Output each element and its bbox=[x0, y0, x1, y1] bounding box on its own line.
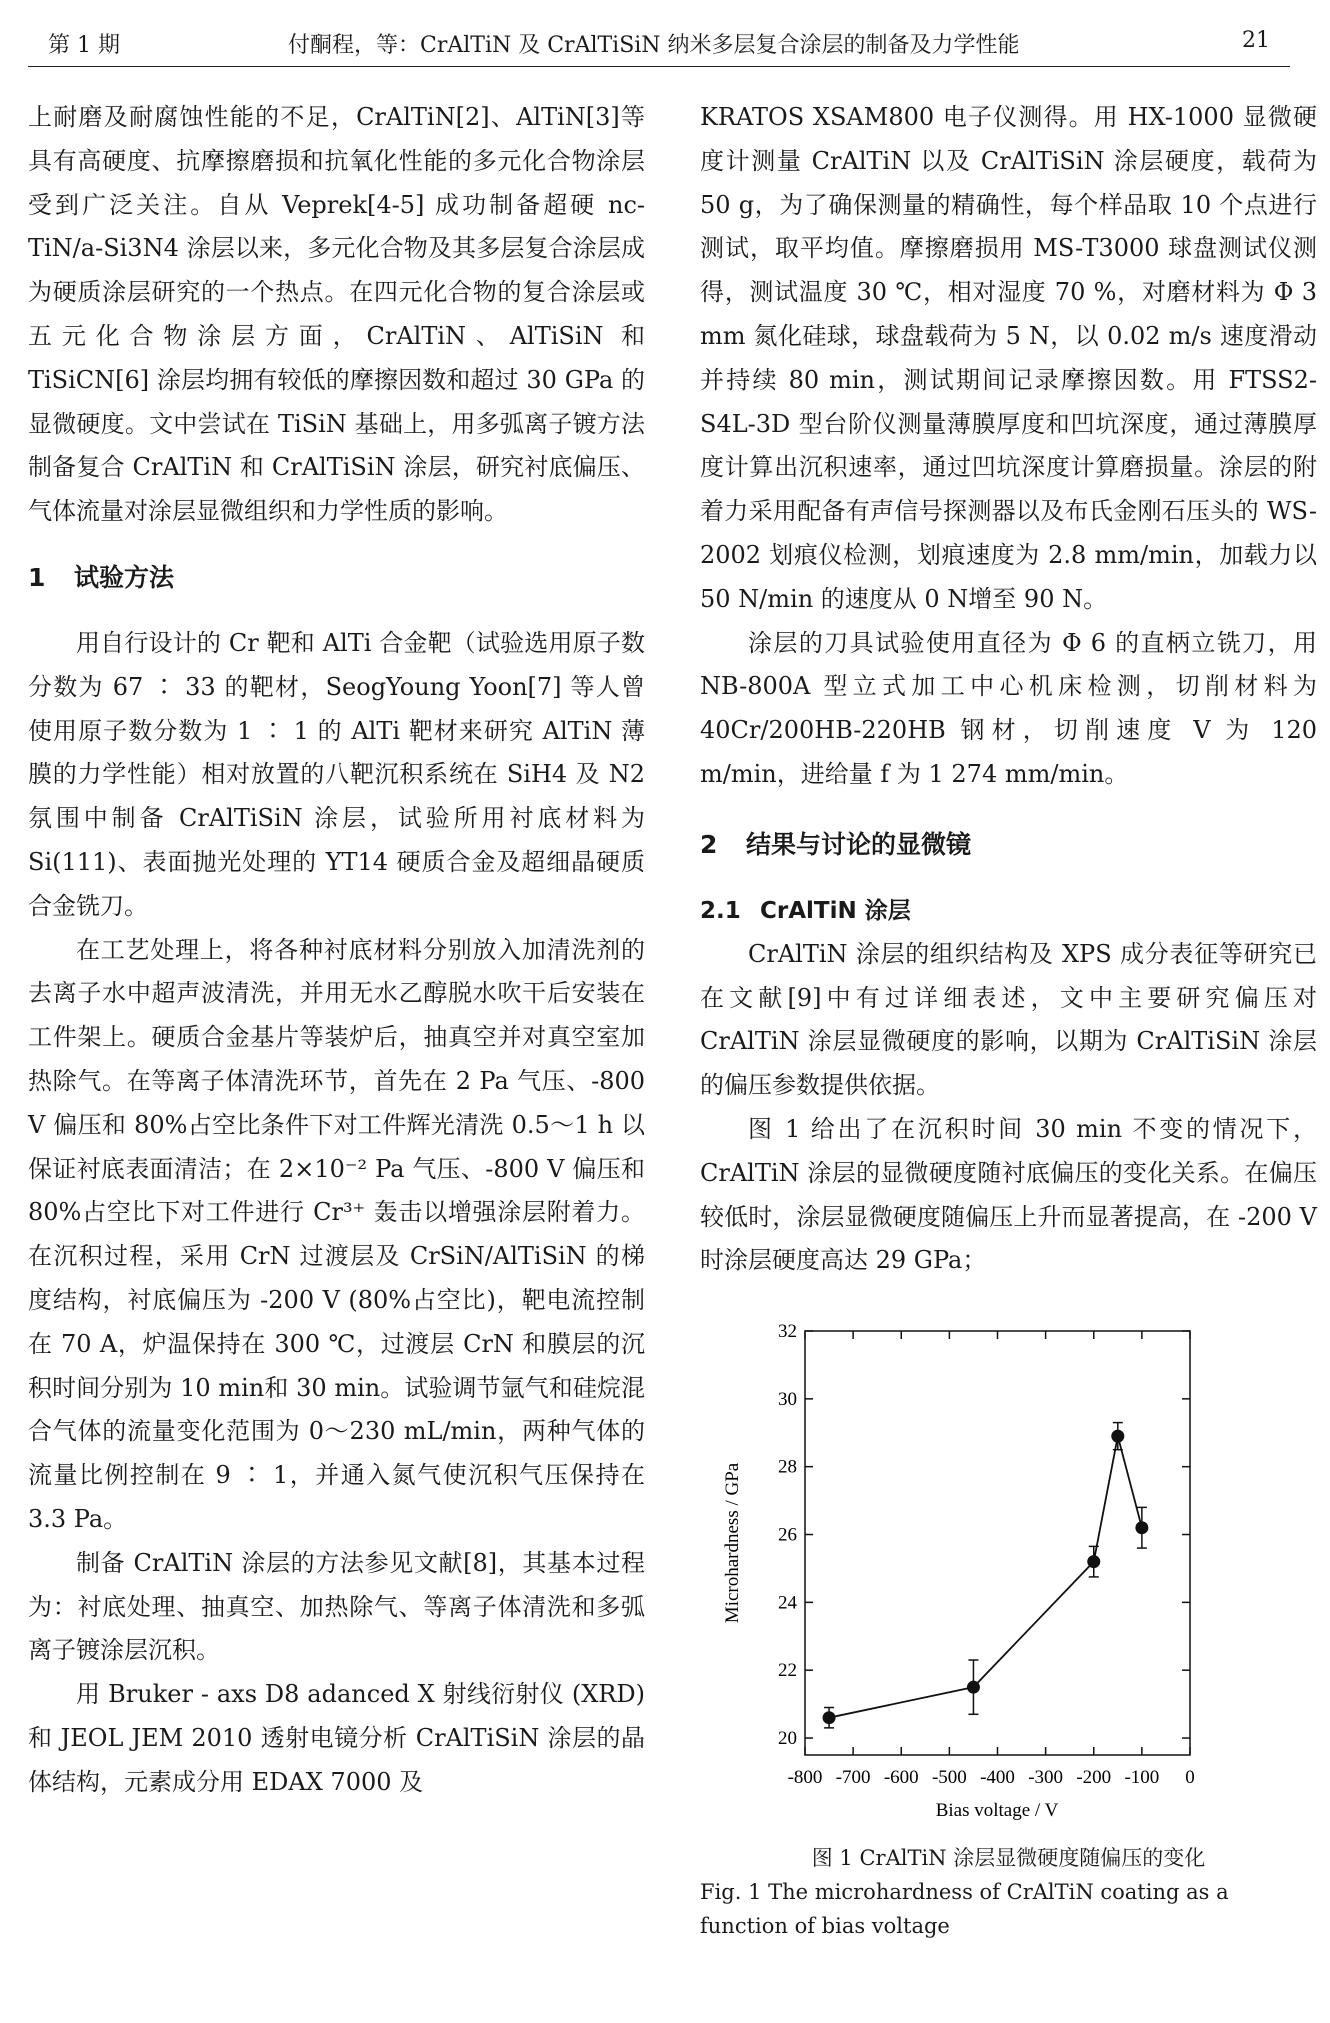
figure-1 bbox=[700, 1311, 1317, 1831]
running-title: 付酮程，等：CrAlTiN 及 CrAlTiSiN 纳米多层复合涂层的制备及力学性能 bbox=[288, 33, 1020, 58]
right-column bbox=[700, 96, 1317, 1943]
x-tick-label: -500 bbox=[931, 1767, 967, 1789]
method-paragraph-4: 用 Bruker - axs D8 adanced X 射线衍射仪 (XRD) 和 JEOL JEM 2010 透射电镜分析 CrAlTiSiN 涂层的晶体结构，元素成分用 EDAX 7000 及 bbox=[28, 1680, 645, 1796]
x-tick-label: -400 bbox=[980, 1767, 1015, 1789]
x-tick-label: -600 bbox=[883, 1767, 919, 1789]
x-tick-label: -800 bbox=[787, 1767, 823, 1789]
issue-label: 第 1 期 bbox=[48, 33, 120, 58]
x-tick-label: 0 bbox=[1185, 1767, 1195, 1789]
figure-caption-en: Fig. 1 The microhardness of CrAlTiN coating as a function of bias voltage bbox=[700, 1880, 1229, 1939]
data-point bbox=[1135, 1521, 1148, 1534]
x-tick-label: -100 bbox=[1124, 1767, 1160, 1789]
continued-paragraph: KRATOS XSAM800 电子仪测得。用 HX-1000 显微硬度计测量 CrAlTiN 以及 CrAlTiSiN 涂层硬度，载荷为 50 g，为了确保测量的精确性，每个样品取 10 个点进行测试，取平均值。摩擦磨损用 MS-T3000 球盘测试仪测得，测试温度 30 ℃，相对湿度 70 %，对磨材料为 Φ 3 mm 氮化硅球，球盘载荷为 5 N，以 0.02 m/s 速度滑动并持续 80 min，测试期间记录摩擦因数。用 FTSS2-S4L-3D 型台阶仪测量薄膜厚度和凹坑深度，通过薄膜厚度计算出沉积速率，通过凹坑深度计算磨损量。涂层的附着力采用配备有声信号探测器以及布氏金刚石压头的 WS-2002 划痕仪检测，划痕速度为 2.8 mm/min，加载力以 50 N/min 的速度从 0 N增至 90 N。 bbox=[700, 103, 1317, 613]
method-paragraph-1: 用自行设计的 Cr 靶和 AlTi 合金靶（试验选用原子数分数为 67 ∶ 33 的靶材，SeogYoung Yoon[7] 等人曾使用原子数分数为 1 ∶ 1 的 AlTi 靶材来研究 AlTiN 薄膜的力学性能）相对放置的八靶沉积系统在 SiH4 及 N2 氛围中制备 CrAlTiSiN 涂层，试验所用衬底材料为 Si(111)、表面抛光处理的 YT14 硬质合金及超细晶硬质合金铣刀。 bbox=[28, 628, 645, 920]
left-column bbox=[28, 96, 645, 1804]
result-paragraph-1: CrAlTiN 涂层的组织结构及 XPS 成分表征等研究已在文献[9]中有过详细表述，文中主要研究偏压对 CrAlTiN 涂层显微硬度的影响，以期为 CrAlTiSiN 涂层的偏压参数提供依据。 bbox=[700, 939, 1317, 1100]
section-number: 1 bbox=[28, 562, 46, 592]
data-point bbox=[823, 1711, 836, 1724]
data-point bbox=[1111, 1430, 1124, 1443]
method-paragraph-2: 在工艺处理上，将各种衬底材料分别放入加清洗剂的去离子水中超声波清洗，并用无水乙醇脱水吹干后安装在工件架上。硬质合金基片等装炉后，抽真空并对真空室加热除气。在等离子体清洗环节，首先在 2 Pa 气压、-800 V 偏压和 80%占空比条件下对工件辉光清洗 0.5～1 h 以保证衬底表面清洁；在 2×10⁻² Pa 气压、-800 V 偏压和 80%占空比下对工件进行 Cr³⁺ 轰击以增强涂层附着力。在沉积过程，采用 CrN 过渡层及 CrSiN/AlTiSiN 的梯度结构，衬底偏压为 -200 V (80%占空比)，靶电流控制在 70 A，炉温保持在 300 ℃，过渡层 CrN 和膜层的沉积时间分别为 10 min和 30 min。试验调节氩气和硅烷混合气体的流量变化范围为 0～230 mL/min，两种气体的流量比例控制在 9 ∶ 1，并通入氮气使沉积气压保持在 3.3 Pa。 bbox=[28, 935, 645, 1533]
result-paragraph-2: 图 1 给出了在沉积时间 30 min 不变的情况下，CrAlTiN 涂层的显微硬度随衬底偏压的变化关系。在偏压较低时，涂层显微硬度随偏压上升而显著提高，在 -200 V 时涂层硬度高达 29 GPa； bbox=[700, 1114, 1317, 1275]
figure-caption-cn: 图 1 CrAlTiN 涂层显微硬度随偏压的变化 bbox=[811, 1846, 1206, 1871]
y-tick-label: 26 bbox=[778, 1524, 797, 1546]
data-point bbox=[967, 1681, 980, 1694]
page-number: 21 bbox=[1242, 28, 1270, 53]
y-tick-label: 24 bbox=[778, 1592, 797, 1614]
microhardness-chart bbox=[700, 1311, 1317, 1831]
x-axis-label: Bias voltage / V bbox=[935, 1800, 1059, 1822]
subsection-title: CrAlTiN 涂层 bbox=[760, 897, 911, 924]
y-axis-label: Microhardness / GPa bbox=[722, 1462, 743, 1624]
tool-test-paragraph: 涂层的刀具试验使用直径为 Φ 6 的直柄立铣刀，用 NB-800A 型立式加工中心机床检测，切削材料为 40Cr/200HB-220HB 钢材，切削速度 V 为 120 m/min，进给量 f 为 1 274 mm/min。 bbox=[700, 628, 1317, 788]
running-header bbox=[28, 22, 1290, 67]
y-tick-label: 22 bbox=[778, 1660, 797, 1682]
section-number: 2 bbox=[700, 829, 718, 859]
subsection-number: 2.1 bbox=[700, 897, 741, 924]
intro-paragraph: 上耐磨及耐腐蚀性能的不足，CrAlTiN[2]、AlTiN[3]等具有高硬度、抗摩擦磨损和抗氧化性能的多元化合物涂层受到广泛关注。自从 Veprek[4-5] 成功制备超硬 nc-TiN/a-Si3N4 涂层以来，多元化合物及其多层复合涂层成为硬质涂层研究的一个热点。在四元化合物的复合涂层或五元化合物涂层方面，CrAlTiN、AlTiSiN 和 TiSiCN[6] 涂层均拥有较低的摩擦因数和超过 30 GPa 的显微硬度。文中尝试在 TiSiN 基础上，用多弧离子镀方法制备复合 CrAlTiN 和 CrAlTiSiN 涂层，研究衬底偏压、气体流量对涂层显微组织和力学性质的影响。 bbox=[28, 103, 645, 526]
y-tick-label: 20 bbox=[778, 1728, 797, 1750]
y-tick-label: 30 bbox=[778, 1388, 797, 1410]
data-point bbox=[1087, 1555, 1100, 1568]
y-tick-label: 28 bbox=[778, 1456, 797, 1478]
plot-frame bbox=[805, 1331, 1190, 1755]
x-tick-label: -300 bbox=[1028, 1767, 1064, 1789]
y-tick-label: 32 bbox=[778, 1321, 797, 1343]
x-axis bbox=[788, 1331, 1195, 1788]
y-axis bbox=[778, 1321, 1190, 1749]
section-title: 试验方法 bbox=[74, 562, 175, 592]
data-series bbox=[823, 1423, 1149, 1728]
section-1-heading bbox=[28, 556, 645, 600]
method-paragraph-3: 制备 CrAlTiN 涂层的方法参见文献[8]，其基本过程为：衬底处理、抽真空、加热除气、等离子体清洗和多弧离子镀涂层沉积。 bbox=[28, 1548, 645, 1665]
section-2-heading bbox=[700, 823, 1317, 867]
x-tick-label: -700 bbox=[835, 1767, 871, 1789]
x-tick-label: -200 bbox=[1076, 1767, 1112, 1789]
section-2-1-heading bbox=[700, 889, 1317, 933]
section-title: 结果与讨论的显微镜 bbox=[746, 829, 972, 859]
